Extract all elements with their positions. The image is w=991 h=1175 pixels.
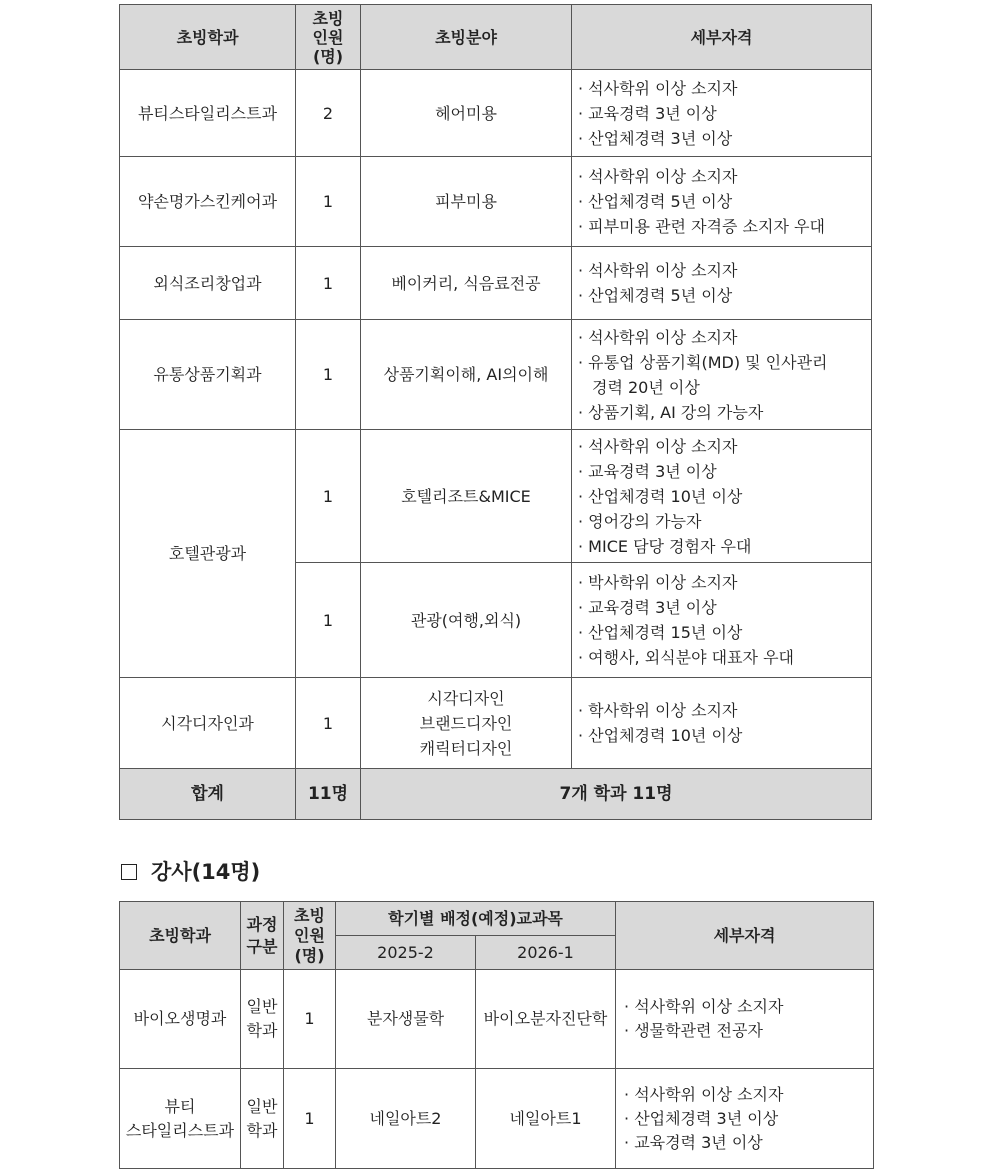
header-qual: 세부자격 [572,5,872,70]
qual-item: · 산업체경력 3년 이상 [624,1108,779,1128]
qual-item: 경력 20년 이상 [592,377,700,397]
qual-item: · 석사학위 이상 소지자 [624,1084,784,1104]
header-course-line: 과정 [246,914,278,934]
qual-item: · MICE 담당 경험자 우대 [578,536,752,556]
course-line: 일반 [246,997,278,1016]
qual-item: · 산업체경력 10년 이상 [578,726,743,745]
field-line: 브랜드디자인 [419,713,513,733]
qual-cell [572,247,872,320]
qual-item: · 산업체경력 15년 이상 [578,623,743,642]
count-cell: 1 [284,1069,336,1169]
table-row [120,247,872,320]
qual-item: · 교육경력 3년 이상 [578,103,717,123]
header-count [284,902,336,970]
dept-cell: 호텔관광과 [120,430,296,678]
dept-cell: 약손명가스킨케어과 [120,157,296,247]
checkbox-square-icon [121,864,137,880]
qual-cell [616,1069,874,1169]
field-cell: 베이커리, 식음료전공 [361,247,572,320]
header-semester: 2026-1 [476,936,616,970]
header-count-line: 인원 [294,925,325,945]
header-dept: 초빙학과 [120,5,296,70]
qual-item: · 석사학위 이상 소지자 [578,167,738,186]
qual-item: · 영어강의 가능자 [578,511,702,531]
dept-cell: 시각디자인과 [120,678,296,769]
table-row [120,157,872,247]
count-cell: 2 [296,70,361,157]
header-field: 초빙분야 [361,5,572,70]
qual-item: · 교육경력 3년 이상 [578,598,717,617]
header-course [241,902,284,970]
course-cell [241,1069,284,1169]
field-line: 캐릭터디자인 [419,738,513,758]
count-cell: 1 [284,970,336,1069]
field-cell: 호텔리조트&MICE [361,430,572,563]
total-label: 합계 [120,769,296,820]
count-cell: 1 [296,320,361,430]
qual-cell [572,320,872,430]
qual-item: · 유통업 상품기획(MD) 및 인사관리 [578,352,828,372]
course-line: 학과 [246,1120,278,1140]
qual-cell [572,678,872,769]
subject-cell: 네일아트2 [336,1069,476,1169]
qual-item: · 학사학위 이상 소지자 [578,701,738,720]
field-cell: 상품기획이해, AI의이해 [361,320,572,430]
table-row [120,1069,874,1169]
qual-cell [572,430,872,563]
header-course-line: 구분 [246,936,278,956]
qual-item: · 산업체경력 3년 이상 [578,128,733,148]
count-cell: 1 [296,157,361,247]
course-line: 일반 [246,1096,278,1116]
field-line: 시각디자인 [427,688,505,708]
section-heading-lecturer [119,857,260,887]
qual-item: · 교육경력 3년 이상 [624,1132,763,1152]
qual-item: · 교육경력 3년 이상 [578,461,717,481]
qual-item: · 석사학위 이상 소지자 [578,436,738,456]
header-count-line: 인원 [312,27,344,47]
qual-item: · 생물학관련 전공자 [624,1021,763,1040]
header-count-line: (명) [312,46,344,66]
dept-cell: 외식조리창업과 [120,247,296,320]
qual-item: · 피부미용 관련 자격증 소지자 우대 [578,217,825,236]
table-row [120,678,872,769]
subject-cell: 네일아트1 [476,1069,616,1169]
header-subjects: 학기별 배정(예정)교과목 [336,902,616,936]
table-row [120,320,872,430]
dept-line: 뷰티 [164,1096,196,1116]
header-dept: 초빙학과 [120,902,241,970]
course-line: 학과 [246,1021,278,1040]
header-count [296,5,361,70]
qual-item: · 석사학위 이상 소지자 [578,327,738,347]
total-count: 11명 [296,769,361,820]
qual-item: · 석사학위 이상 소지자 [578,261,738,280]
qual-item: · 여행사, 외식분야 대표자 우대 [578,648,794,667]
qual-item: · 산업체경력 5년 이상 [578,286,733,305]
total-row [120,769,872,820]
header-semester: 2025-2 [336,936,476,970]
table-row [120,970,874,1069]
header-count-line: (명) [294,945,325,965]
subject-cell: 바이오분자진단학 [476,970,616,1069]
table-row [120,430,872,563]
header-qual: 세부자격 [616,902,874,970]
qual-item: · 박사학위 이상 소지자 [578,573,738,592]
header-row [120,5,872,70]
qual-item: · 산업체경력 5년 이상 [578,192,733,211]
header-row [120,902,874,936]
count-cell: 1 [296,247,361,320]
count-cell: 1 [296,678,361,769]
dept-cell [120,1069,241,1169]
qual-item: · 석사학위 이상 소지자 [578,78,738,98]
field-cell: 헤어미용 [361,70,572,157]
field-cell: 피부미용 [361,157,572,247]
field-cell: 관광(여행,외식) [361,563,572,678]
qual-item: · 석사학위 이상 소지자 [624,997,784,1016]
qual-cell [572,563,872,678]
field-cell [361,678,572,769]
course-cell [241,970,284,1069]
dept-cell: 바이오생명과 [120,970,241,1069]
count-cell: 1 [296,563,361,678]
header-count-line: 초빙 [312,8,344,28]
count-cell: 1 [296,430,361,563]
professor-table [119,4,872,820]
qual-cell [616,970,874,1069]
dept-cell: 뷰티스타일리스트과 [120,70,296,157]
subject-cell: 분자생물학 [336,970,476,1069]
qual-cell [572,70,872,157]
dept-line: 스타일리스트과 [125,1120,235,1140]
qual-item: · 산업체경력 10년 이상 [578,486,743,506]
lecturer-table [119,901,874,1169]
qual-item: · 상품기획, AI 강의 가능자 [578,402,764,422]
qual-cell [572,157,872,247]
total-summary: 7개 학과 11명 [361,769,872,820]
header-count-line: 초빙 [294,905,325,925]
section-title: 강사(14명) [151,860,261,884]
table-row [120,70,872,157]
dept-cell: 유통상품기획과 [120,320,296,430]
